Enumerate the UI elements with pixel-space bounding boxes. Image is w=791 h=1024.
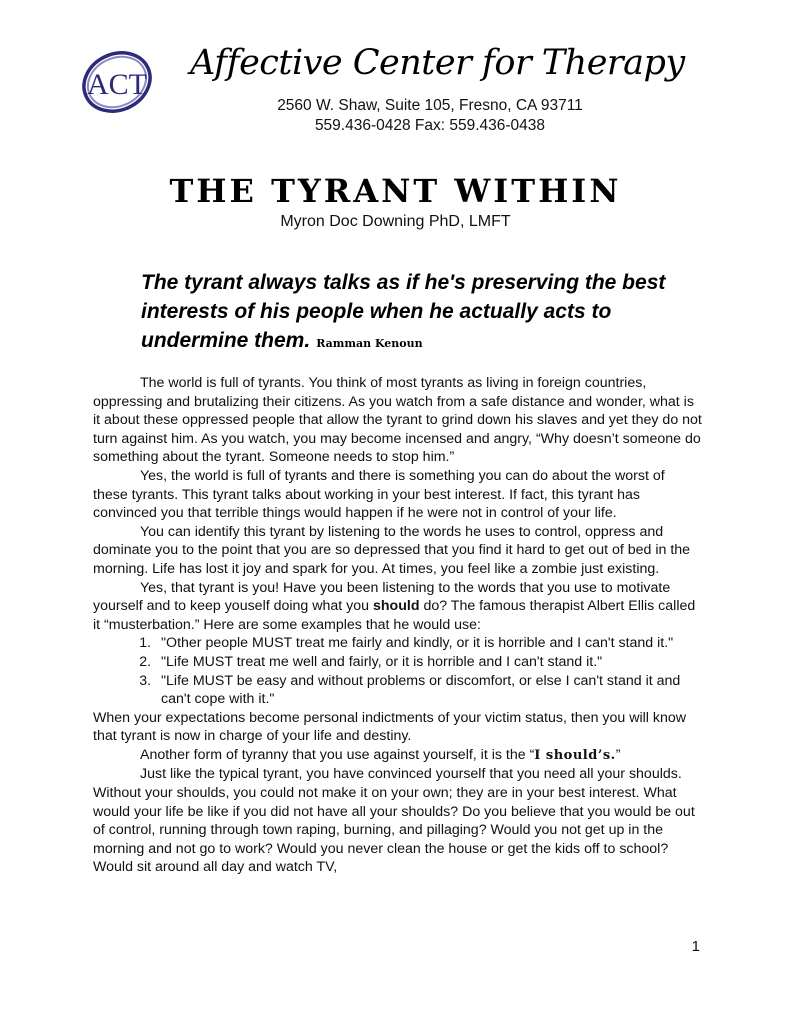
page-number: 1: [691, 938, 700, 955]
paragraph-2: Yes, the world is full of tyrants and there is something you can do about the worst of these tyrants. This tyrant talks about working in your best interest. If fact, this tyrant has convinced you that terrible things would happen if he were not in control of your life.: [93, 467, 665, 522]
quote-text: The tyrant always talks as if he's preserving the best interests of his people when he actually acts to undermine them.: [141, 271, 666, 352]
article-body: [93, 374, 703, 877]
list-item: 2. "Life MUST treat me well and fairly, or it is horrible and I can't stand it.": [155, 653, 703, 672]
paragraph-6: Another form of tyranny that you use against yourself, it is the “I should’s.”: [140, 746, 621, 763]
org-name: Affective Center for Therapy: [190, 43, 685, 83]
org-phone: 559.436-0428 Fax: 559.436-0438: [314, 117, 546, 134]
act-logo: [76, 42, 158, 118]
paragraph-4: Yes, that tyrant is you! Have you been listening to the words that you use to motivate yourself and to keep youself doing what you should do? The famous therapist Albert Ellis called it “musterbation.” Here are some examples that he would use:: [93, 579, 696, 633]
author-line: Myron Doc Downing PhD, LMFT: [280, 213, 511, 230]
list-item: 3. "Life MUST be easy and without problems or discomfort, or else I can't stand it and can't cope with it.": [155, 672, 703, 709]
paragraph-3: You can identify this tyrant by listening to the words he uses to control, oppress and dominate you to the point that you are so depressed that you find it hard to get out of bed in the morning. Life has lost it joy and spark for you. At times, you feel like a zombie just existing.: [93, 523, 691, 577]
logo-text: ACT: [87, 68, 147, 101]
paragraph-7: Just like the typical tyrant, you have convinced yourself that you need all your shoulds. Without your shoulds, you could not make it on your own; they are in your best interest. What would your life be like if you did not have all your shoulds? Do you believe that you would be out of control, running through town raping, burning, and pillaging? Would you not get up in the morning and not go to work? Would you never clean the house or get the kids off to school? Would sit around all day and watch TV,: [93, 766, 695, 876]
should-emphasis: should: [373, 598, 420, 615]
list-item: 1. "Other people MUST treat me fairly and kindly, or it is horrible and I can't stand it.": [155, 634, 703, 653]
i-shoulds-emphasis: I should’s.: [534, 747, 616, 763]
epigraph-quote: [141, 268, 701, 358]
examples-list: [93, 634, 703, 708]
document-title: THE TYRANT WITHIN: [169, 172, 622, 210]
paragraph-5: When your expectations become personal indictments of your victim status, then you will know that tyrant is now in charge of your life and destiny.: [93, 709, 687, 745]
org-address: 2560 W. Shaw, Suite 105, Fresno, CA 93711: [277, 97, 583, 114]
quote-attribution: Ramman Kenoun: [316, 337, 423, 350]
paragraph-1: The world is full of tyrants. You think of most tyrants as living in foreign countries, oppressing and brutalizing their citizens. As you watch from a safe distance and wonder, what is it about these oppressed people that allow the tyrant to grind down his slaves and yet they do not turn against him. As you watch, you may become incensed and angry, “Why doesn’t someone do something about the tyrant. Someone needs to stop him.”: [93, 375, 702, 466]
